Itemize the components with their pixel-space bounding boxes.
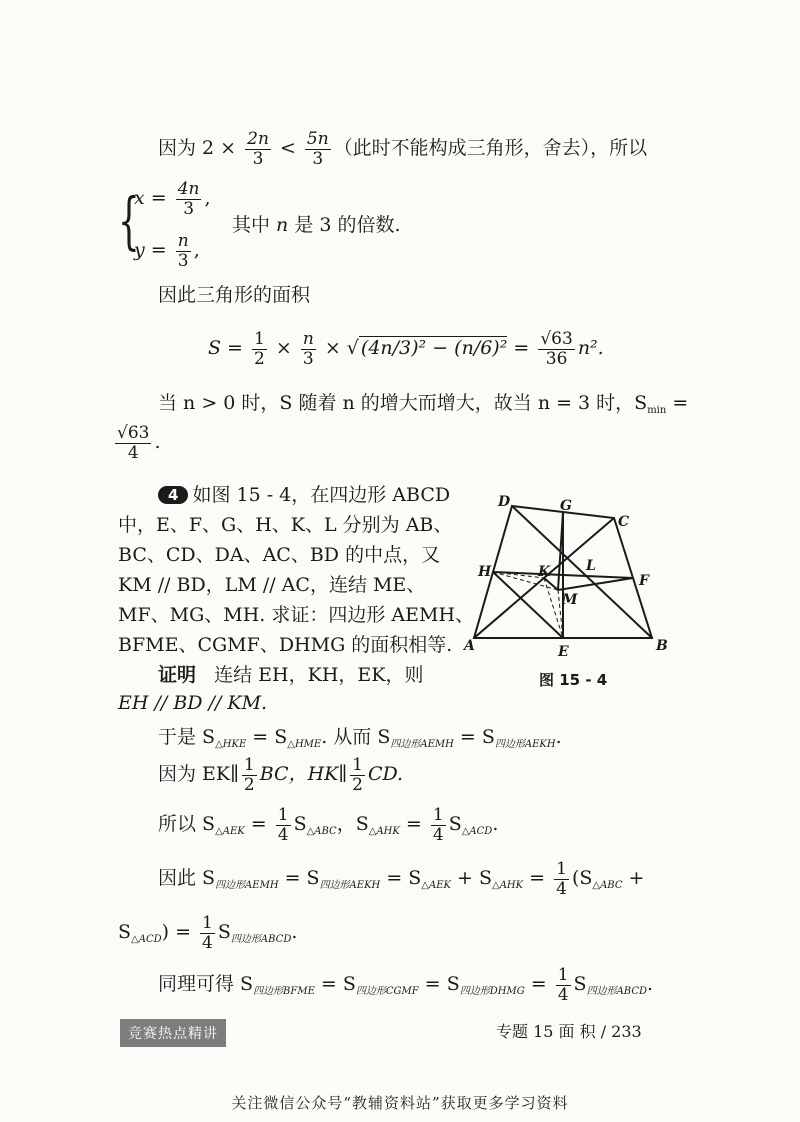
text-span: n (276, 214, 289, 236)
problem-line (118, 574, 425, 597)
geometry-figure (462, 490, 682, 660)
fraction-den: 3 (312, 148, 324, 169)
subscript: 四边形AEMH (215, 880, 279, 892)
text-span: BFME、CGMF、DHMG 的面积相等. (118, 634, 453, 656)
subscript: △AHK (492, 880, 524, 892)
proof-label: 证明 (158, 664, 197, 686)
fraction-num: 1 (352, 755, 363, 775)
fraction-den: 3 (183, 198, 195, 219)
fraction (305, 130, 331, 168)
text-span: = S (314, 973, 356, 996)
text-span: . (154, 431, 161, 454)
text-span: n². (577, 337, 604, 360)
subscript: 四边形ABCD (230, 934, 292, 946)
text-line (158, 130, 647, 168)
fraction-num: 5n (306, 129, 329, 149)
text-span: . 从而 S (321, 726, 391, 748)
label-a: A (464, 638, 475, 654)
left-brace: { (118, 184, 140, 257)
text-span: S = (208, 337, 250, 360)
text-span: = S (380, 867, 422, 890)
text-span: ，S (336, 813, 369, 836)
subscript: 四边形DHMG (459, 986, 525, 998)
subscript: △AEK (215, 826, 245, 838)
fraction-den: 2 (352, 774, 363, 795)
subscript: 四边形AEKH (494, 739, 556, 750)
fraction (252, 330, 267, 368)
proof-line (118, 914, 297, 952)
text-span: + (622, 867, 645, 890)
fraction (301, 330, 316, 368)
text-span: ∥ (338, 763, 348, 786)
text-span: S (217, 921, 231, 944)
fraction-num: n (177, 231, 189, 251)
fraction-num: 1 (254, 329, 265, 349)
label-f: F (639, 573, 649, 589)
text-span: < (273, 137, 302, 160)
fraction-den: 3 (177, 250, 189, 271)
text-span: = (507, 337, 536, 360)
fraction-num: 2n (247, 129, 269, 149)
fraction (176, 232, 191, 270)
fraction-den: 2 (254, 348, 265, 369)
proof-line (118, 692, 267, 715)
label-d: D (498, 494, 511, 510)
proof-line (158, 806, 498, 844)
label-b: B (656, 638, 668, 654)
text-span: 同理可得 S (158, 973, 254, 996)
subscript: △ACD (461, 826, 493, 838)
text-span: 其中 (232, 214, 277, 236)
fraction-den: 3 (302, 348, 314, 369)
label-h: H (478, 564, 492, 580)
subscript: △AEK (421, 880, 451, 892)
subscript: △ABC (306, 826, 337, 838)
equation-y (134, 232, 200, 270)
text-span: MF、MG、MH. 求证：四边形 AEMH、 (118, 604, 475, 626)
text-span: , (193, 239, 200, 262)
text-span: . (291, 921, 298, 944)
fraction-den: 4 (277, 824, 289, 845)
fraction-num: 4n (177, 179, 200, 199)
label-g: G (560, 498, 572, 514)
text-span: . (492, 813, 499, 836)
fraction-num: 1 (202, 913, 213, 933)
subscript: 四边形ABCD (586, 986, 648, 998)
fraction (556, 966, 571, 1004)
fraction-num: n (302, 329, 314, 349)
label-e: E (558, 644, 569, 660)
fraction-den: 36 (545, 348, 568, 369)
text-span: S (293, 813, 307, 836)
text-span: , (204, 187, 211, 210)
label-l: L (586, 558, 596, 574)
area-formula (208, 330, 604, 368)
text-span: EH // BD // KM. (118, 692, 268, 714)
text-span: S (118, 921, 132, 944)
subscript: △AHK (368, 826, 400, 838)
label-m: M (562, 592, 578, 608)
fraction-num: √63 (540, 329, 573, 349)
text-span: 当 n > 0 时，S 随着 n 的增大而增大，故当 n = 3 时，S (158, 392, 648, 414)
text-span: . (555, 726, 562, 748)
section-tag: 竞赛热点精讲 (120, 1019, 226, 1047)
subscript: △ABC (592, 880, 623, 892)
subscript: △ACD (131, 934, 162, 946)
text-span: . (647, 973, 654, 996)
fraction (554, 860, 569, 898)
proof-line (158, 966, 653, 1004)
problem-line (118, 604, 474, 627)
text-span: ) = (161, 921, 198, 944)
text-span: S (573, 973, 587, 996)
text-span: KM // BD，LM // AC，连结 ME、 (118, 574, 426, 596)
fraction-den: 4 (127, 442, 139, 463)
problem-line (118, 544, 440, 567)
problem-line (158, 484, 450, 507)
text-span: 连结 EH，KH，EK，则 (214, 664, 424, 686)
proof-line (158, 726, 562, 751)
fraction-num: 1 (557, 965, 569, 985)
text-span: = (524, 973, 553, 996)
text-span: ∥ (230, 763, 239, 786)
text-span: + S (450, 867, 492, 890)
proof-line (158, 860, 644, 898)
fraction (115, 424, 151, 462)
subscript: min (647, 405, 667, 416)
fraction (276, 806, 291, 844)
equation-x (134, 180, 211, 218)
subscript: 四边形BFME (253, 986, 315, 998)
text-span: BC，HK (259, 763, 339, 786)
fraction-num: 1 (243, 755, 255, 775)
subscript: 四边形CGMF (355, 986, 419, 998)
text-span: = (244, 813, 273, 836)
fraction-den: 4 (556, 878, 567, 899)
text-span: = (399, 813, 428, 836)
fraction (176, 180, 202, 218)
text-span: = (666, 392, 689, 414)
text-span: 如图 15 - 4，在四边形 ABCD (192, 484, 451, 506)
text-span: = S (418, 973, 460, 996)
text-span: = S (278, 867, 320, 890)
text-span: 因为 2 × (158, 137, 243, 160)
text-span: = (523, 867, 552, 890)
text-span: x = (134, 187, 173, 210)
fraction-den: 4 (557, 984, 569, 1005)
text-span: CD. (367, 763, 404, 786)
text-span: (S (571, 867, 593, 890)
fraction (200, 914, 215, 952)
system-note (232, 214, 401, 237)
text-span: BC、CD、DA、AC、BD 的中点，又 (118, 544, 441, 566)
fraction-den: 3 (252, 148, 264, 169)
problem-line (118, 514, 452, 537)
text-span: （此时不能构成三角形，舍去），所以 (333, 137, 648, 160)
fraction (350, 756, 365, 794)
watermark-text: 关注微信公众号“教辅资料站”获取更多学习资料 (231, 1094, 569, 1112)
text-span: S (448, 813, 462, 836)
fraction-num: √63 (117, 423, 150, 443)
page-footer: 专题 15 面 积 / 233 (496, 1022, 642, 1041)
text-span: y = (134, 239, 173, 262)
fraction-den: 2 (243, 774, 255, 795)
text-span: = S (453, 726, 495, 748)
point-labels (462, 494, 668, 660)
text-span: 是 3 的倍数. (288, 214, 401, 236)
fraction-num: 1 (277, 805, 289, 825)
text-span: 中，E、F、G、H、K、L 分别为 AB、 (118, 514, 453, 536)
text-span: = S (246, 726, 288, 748)
fraction-num: 1 (432, 805, 444, 825)
text-line (158, 284, 310, 307)
text-span: × (269, 337, 298, 360)
subscript: 四边形AEKH (319, 880, 381, 892)
label-k: K (538, 564, 551, 580)
label-c: C (618, 514, 630, 530)
sqrt-content: (4n/3)² − (n/6)² (360, 337, 508, 360)
fraction (245, 130, 271, 168)
text-span: 所以 S (158, 813, 216, 836)
subscript: △HME (287, 739, 322, 750)
segment-mf (558, 578, 633, 590)
text-line (158, 392, 688, 417)
proof-line (158, 664, 423, 687)
text-span: 因为 EK (158, 763, 231, 786)
subscript: △HKE (215, 739, 247, 750)
fraction (242, 756, 257, 794)
fraction-num: 1 (556, 859, 567, 879)
text-span: 因此 S (158, 867, 216, 890)
text-span: × √ (318, 337, 359, 360)
problem-line (118, 634, 452, 657)
problem-number-badge: 4 (158, 486, 188, 504)
text-span: 因此三角形的面积 (158, 284, 311, 306)
fraction (431, 806, 446, 844)
fraction-den: 4 (432, 824, 444, 845)
proof-line (158, 756, 403, 794)
text-span: 于是 S (158, 726, 216, 748)
figure-caption: 图 15 - 4 (539, 671, 608, 689)
fraction-den: 4 (202, 932, 213, 953)
fraction (538, 330, 574, 368)
text-line (112, 424, 161, 462)
subscript: 四边形AEMH (390, 739, 454, 750)
